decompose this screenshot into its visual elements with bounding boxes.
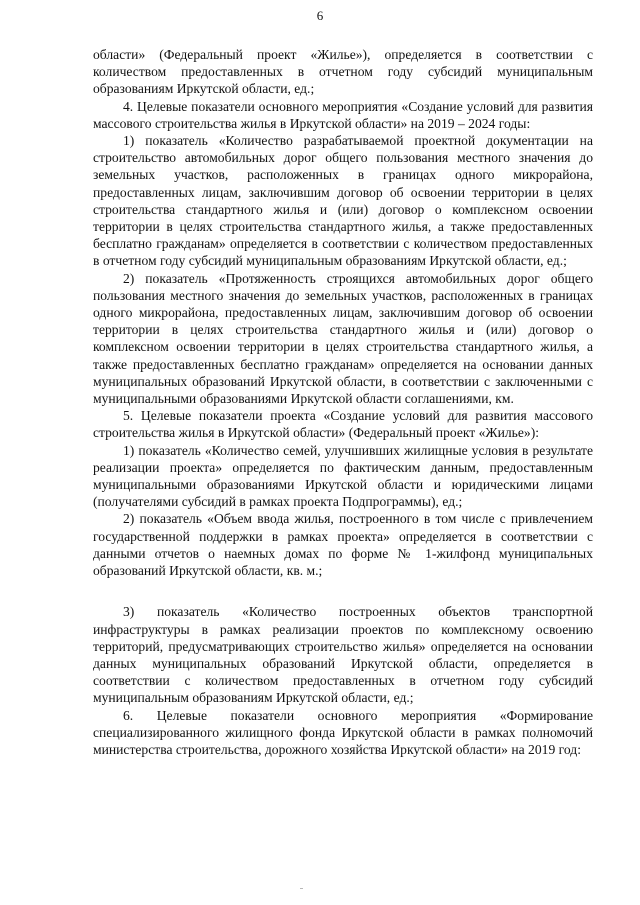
scan-speck <box>300 888 303 889</box>
paragraph-section-5: 5. Целевые показатели проекта «Создание условий для развития массового строительства жилья в Иркутской области» (Федеральный проект «Жилье»): <box>93 408 593 441</box>
paragraph-section-4-item-1: 1) показатель «Количество разрабатываемой проектной документации на строительство автомобильных дорог общего пользования местного значения до земельных участков, расположенных в границах одного микрорайона, предоставленных лицам, заключившим договор об освоении территории в целях строительства стандартного жилья и (или) договор о комплексном освоении территории в целях строительства стандартного жилья, а также предоставленных бесплатно гражданам» определяется в соответствии с количеством предоставленных в отчетном году субсидий муниципальным образованиям Иркутской области, ед.; <box>93 133 593 269</box>
paragraph-continuation: области» (Федеральный проект «Жилье»), определяется в соответствии с количеством предоставленных в отчетном году субсидий муниципальным образованиям Иркутской области, ед.; <box>93 47 593 97</box>
paragraph-section-4: 4. Целевые показатели основного мероприятия «Создание условий для развития массового строительства жилья в Иркутской области» на 2019 – 2024 годы: <box>93 98 593 131</box>
paragraph-section-5-item-2: 2) показатель «Объем ввода жилья, построенного в том числе с привлечением государственной поддержки в рамках проекта» определяется в соответствии с данными отчетов о наемных домах по форме № 1-жилфонд муниципальных образований Иркутской области, кв. м.; <box>93 511 593 579</box>
paragraph-section-6: 6. Целевые показатели основного мероприятия «Формирование специализированного жилищного фонда Иркутской области в рамках полномочий министерства строительства, дорожного хозяйства Иркутской области» на 2019 год: <box>93 707 593 757</box>
paragraph-section-5-item-3: 3) показатель «Количество построенных объектов транспортной инфраструктуры в рамках реализации проектов по комплексному освоению территорий, предусматривающих строительство жилья» определяется на основании данных муниципальных образований Иркутской области, определяется в соответствии с количеством предоставленных в отчетном году субсидий муниципальным образованиям Иркутской области, ед.; <box>93 604 593 706</box>
page-number: 6 <box>316 8 324 23</box>
paragraph-section-4-item-2: 2) показатель «Протяженность строящихся автомобильных дорог общего пользования местного значения до земельных участков, расположенных в границах одного микрорайона, предоставленных лицам, заключившим договор об освоении территории в целях строительства стандартного жилья и (или) договор о комплексном освоении территории в целях строительства стандартного жилья, а также предоставленных бесплатно гражданам» определяется на основании данных муниципальных образований Иркутской области, в соответствии с заключенными с муниципальными образованиями Иркутской области соглашениями, км. <box>93 270 593 407</box>
document-body <box>93 46 593 758</box>
paragraph-section-5-item-1: 1) показатель «Количество семей, улучшивших жилищные условия в результате реализации проекта» определяется по фактическим данным, предоставленным муниципальными образованиями Иркутской области и юридическими лицами (получателями субсидий в рамках проекта Подпрограммы), ед.; <box>93 442 593 510</box>
